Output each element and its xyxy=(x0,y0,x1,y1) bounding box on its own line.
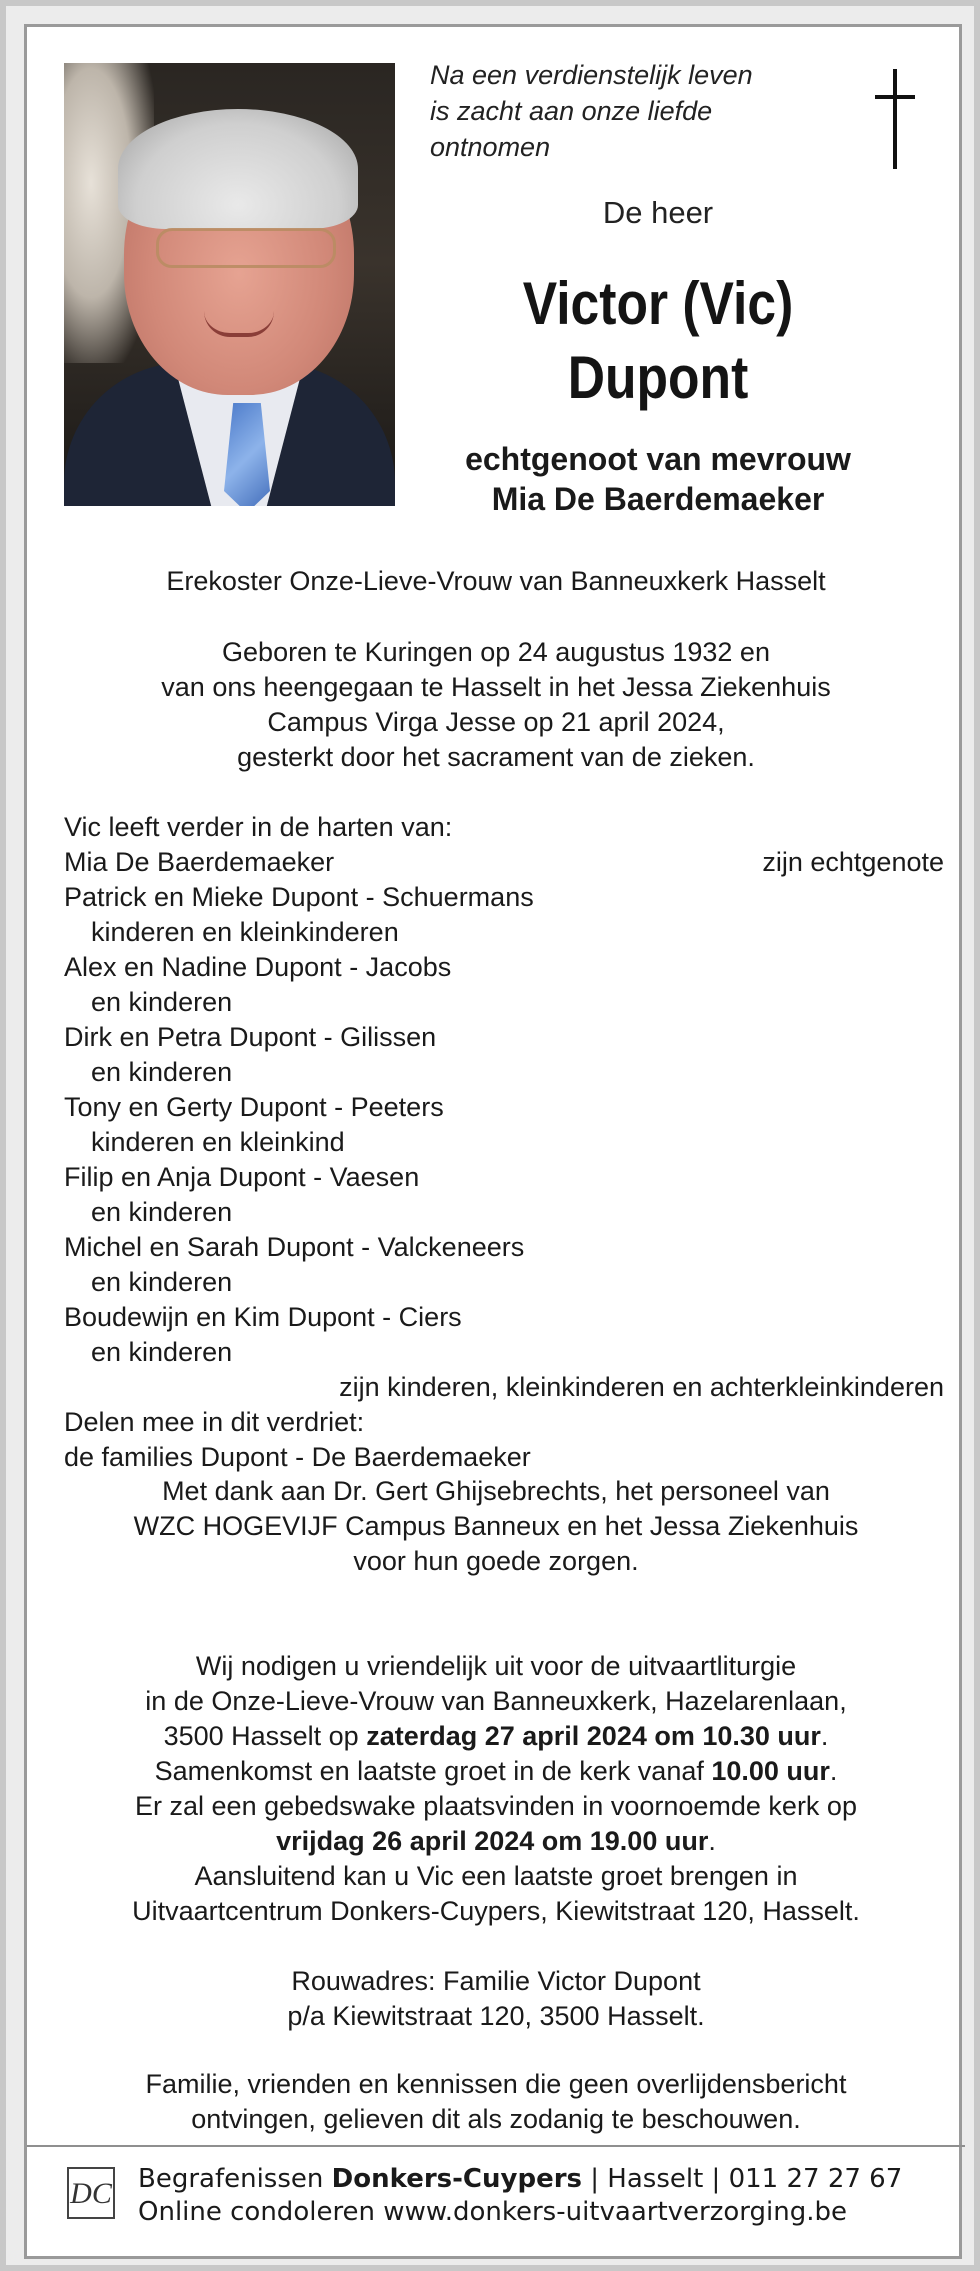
list-item: Tony en Gerty Dupont - Peeters xyxy=(64,1092,444,1122)
page-frame xyxy=(6,6,974,2265)
obituary-card xyxy=(24,24,962,2259)
list-item: Dirk en Petra Dupont - Gilissen xyxy=(64,1022,437,1052)
birth-line: Geboren te Kuringen op 24 augustus 1932 en xyxy=(222,637,770,667)
list-item: Alex en Nadine Dupont - Jacobs xyxy=(64,952,452,982)
list-item-sub: en kinderen xyxy=(91,1267,233,1297)
list-item: Filip en Anja Dupont - Vaesen xyxy=(64,1162,420,1192)
spouse-line: echtgenoot van mevrouw xyxy=(465,441,851,477)
thanks-line: voor hun goede zorgen. xyxy=(353,1546,639,1576)
funeral-home-logo: DC xyxy=(67,2167,115,2219)
children-summary: zijn kinderen, kleinkinderen en achterkleinkinderen xyxy=(339,1372,944,1402)
cross-icon xyxy=(875,69,915,169)
share-heading: Delen mee in dit verdriet: xyxy=(64,1407,365,1437)
thanks-text xyxy=(27,1474,965,1579)
company-name: Donkers-Cuypers xyxy=(331,2164,583,2194)
birth-death-text xyxy=(27,635,965,775)
list-item-sub: en kinderen xyxy=(91,987,233,1017)
birth-line: gesterkt door het sacrament van de zieken. xyxy=(237,742,755,772)
list-item: Boudewijn en Kim Dupont - Ciers xyxy=(64,1302,462,1332)
funeral-line: Samenkomst en laatste groet in de kerk vanaf 10.00 uur. xyxy=(154,1756,838,1786)
funeral-line: Er zal een gebedswake plaatsvinden in voornoemde kerk op xyxy=(135,1791,857,1821)
intro-line: Na een verdienstelijk leven xyxy=(430,60,753,90)
birth-line: Campus Virga Jesse op 21 april 2024, xyxy=(267,707,725,737)
footer-line: Begrafenissen Donkers-Cuypers | Hasselt | 011 27 27 67 xyxy=(138,2164,903,2194)
closing-text xyxy=(27,2067,965,2137)
thanks-line: Met dank aan Dr. Gert Ghijsebrechts, het personeel van xyxy=(162,1476,830,1506)
footer-website[interactable]: Online condoleren www.donkers-uitvaartverzorging.be xyxy=(138,2197,847,2227)
portrait-photo xyxy=(64,63,395,506)
survivors-list xyxy=(64,810,944,1475)
thanks-line: WZC HOGEVIJF Campus Banneux en het Jessa Ziekenhuis xyxy=(133,1511,859,1541)
funeral-line: vrijdag 26 april 2024 om 19.00 uur. xyxy=(276,1826,716,1856)
funeral-date: zaterdag 27 april 2024 om 10.30 uur xyxy=(366,1721,821,1751)
name-line: Dupont xyxy=(567,344,749,411)
intro-line: is zacht aan onze liefde xyxy=(430,96,713,126)
list-item-sub: en kinderen xyxy=(91,1337,233,1367)
spouse-label xyxy=(427,439,889,519)
wake-date: vrijdag 26 april 2024 om 19.00 uur xyxy=(276,1826,709,1856)
funeral-line: Aansluitend kan u Vic een laatste groet brengen in xyxy=(194,1861,798,1891)
intro-text xyxy=(430,57,820,165)
funeral-line: 3500 Hasselt op zaterdag 27 april 2024 om 10.30 uur. xyxy=(163,1721,829,1751)
survivor-name: Mia De Baerdemaeker xyxy=(64,847,335,877)
title-prefix: De heer xyxy=(602,195,714,230)
intro-line: ontnomen xyxy=(430,132,551,162)
name-line: Victor (Vic) xyxy=(522,270,794,337)
funeral-line: Uitvaartcentrum Donkers-Cuypers, Kiewitstraat 120, Hasselt. xyxy=(132,1896,860,1926)
list-item-sub: kinderen en kleinkinderen xyxy=(91,917,399,947)
role-text: Erekoster Onze-Lieve-Vrouw van Banneuxkerk Hasselt xyxy=(166,566,826,596)
funeral-info xyxy=(27,1649,965,1929)
gathering-time: 10.00 uur xyxy=(711,1756,830,1786)
deceased-name xyxy=(459,267,856,415)
footer-divider xyxy=(27,2145,965,2147)
birth-line: van ons heengegaan te Hasselt in het Jessa Ziekenhuis xyxy=(161,672,831,702)
mourning-address xyxy=(27,1964,965,2034)
list-item-sub: en kinderen xyxy=(91,1197,233,1227)
list-item xyxy=(64,845,944,880)
survivor-relation: zijn echtgenote xyxy=(762,847,944,877)
closing-line: ontvingen, gelieven dit als zodanig te beschouwen. xyxy=(191,2104,801,2134)
list-item: Michel en Sarah Dupont - Valckeneers xyxy=(64,1232,525,1262)
address-line: p/a Kiewitstraat 120, 3500 Hasselt. xyxy=(287,2001,705,2031)
families-text: de families Dupont - De Baerdemaeker xyxy=(64,1442,531,1472)
list-item-sub: en kinderen xyxy=(91,1057,233,1087)
spouse-line: Mia De Baerdemaeker xyxy=(491,481,825,517)
closing-line: Familie, vrienden en kennissen die geen overlijdensbericht xyxy=(145,2069,847,2099)
funeral-home-footer xyxy=(138,2163,938,2229)
funeral-line: Wij nodigen u vriendelijk uit voor de uitvaartliturgie xyxy=(195,1651,797,1681)
list-item: Patrick en Mieke Dupont - Schuermans xyxy=(64,882,534,912)
survivors-heading: Vic leeft verder in de harten van: xyxy=(64,812,453,842)
funeral-line: in de Onze-Lieve-Vrouw van Banneuxkerk, Hazelarenlaan, xyxy=(145,1686,847,1716)
list-item-sub: kinderen en kleinkind xyxy=(91,1127,345,1157)
address-line: Rouwadres: Familie Victor Dupont xyxy=(291,1966,701,1996)
